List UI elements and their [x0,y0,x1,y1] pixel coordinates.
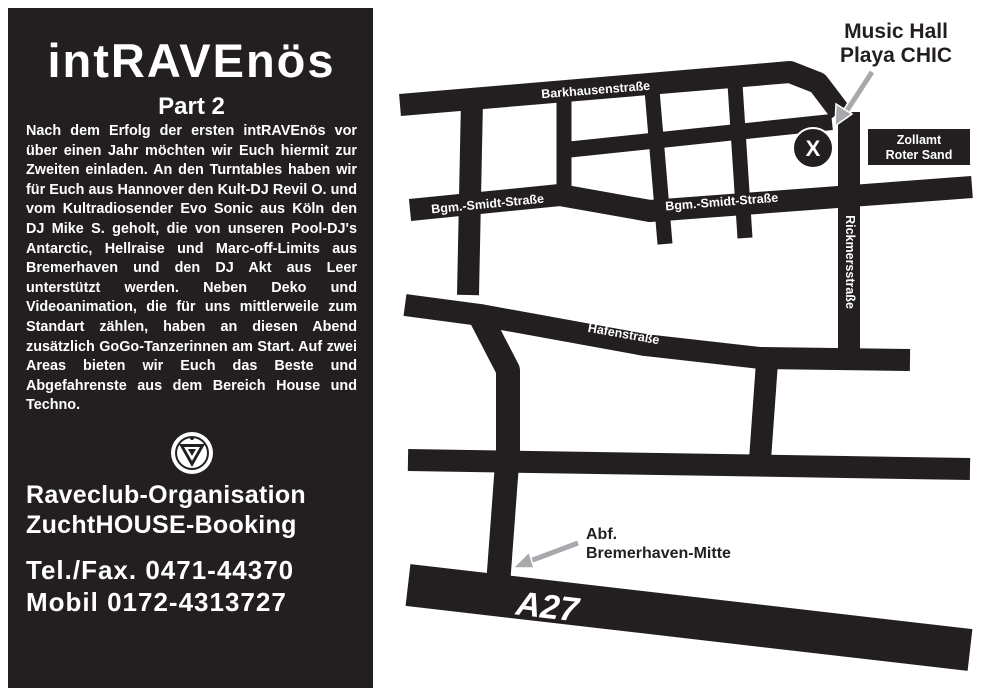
road-inner-3 [735,84,745,238]
venue-label-1: Music Hall [844,20,948,43]
road-main-horizontal [408,460,970,469]
highway-label-a27: A27 [514,584,581,630]
venue-marker [793,128,833,168]
zollamt-label-2: Roter Sand [885,148,953,162]
street-label-bgm-smidt-2: Bgm.-Smidt-Straße [664,190,779,214]
road-hafen-connector [760,362,767,460]
exit-label-2: Bremerhaven-Mitte [586,545,731,562]
street-label-rickmers: Rickmersstraße [843,215,857,309]
tel-fax-number: Tel./Fax. 0471-44370 [26,554,295,585]
street-label-hafen: Hafenstraße [586,320,661,348]
street-label-barkhausen: Barkhausenstraße [540,78,651,102]
event-description: Nach dem Erfolg der ersten intRAVEnös vor über einen Jahr möchten wir Euch hiermit zur Zweiten einladen. An den Turntables haben wir für Euch aus Hannover den Kult-DJ Revil O. und vom Kultradiosender Evo Sonic aus Köln den DJ Mike S. geholt, die von unseren Pool-DJ's Antarctic, Hellraise und Marc-off-Limits aus Bremerhaven und den DJ Akt aus Leer unterstützt werden. Neben Deko und Videoanimation, die für uns mittlerweile zum Standart zählen, haben an diesen Abend zusätzlich GoGo-Tanzerinnen am Start. Auf zwei Areas bieten wir Euch das Beste und Abgefahrenste aus dem Bereich House und Techno. [26,123,357,414]
triangle-emblem-icon [169,430,215,476]
street-label-bgm-smidt-1: Bgm.-Smidt-Straße [430,191,545,217]
event-title: intRAVEnös [47,34,336,87]
svg-text:X: X [805,136,821,161]
road-a27 [408,585,970,650]
pointer-arrow-icon [513,543,578,568]
venue-label-2: Playa CHIC [839,44,953,67]
flyer-panel [8,8,373,688]
mobile-number: Mobil 0172-4313727 [26,586,287,617]
org-name-1: Raveclub-Organisation [26,480,306,509]
street-map [375,0,1000,696]
zollamt-label-1: Zollamt [896,133,942,147]
road-inner-horizontal [565,122,832,150]
org-name-2: ZuchtHOUSE-Booking [26,510,297,539]
event-part: Part 2 [158,93,225,120]
exit-label-1: Abf. [586,526,618,543]
